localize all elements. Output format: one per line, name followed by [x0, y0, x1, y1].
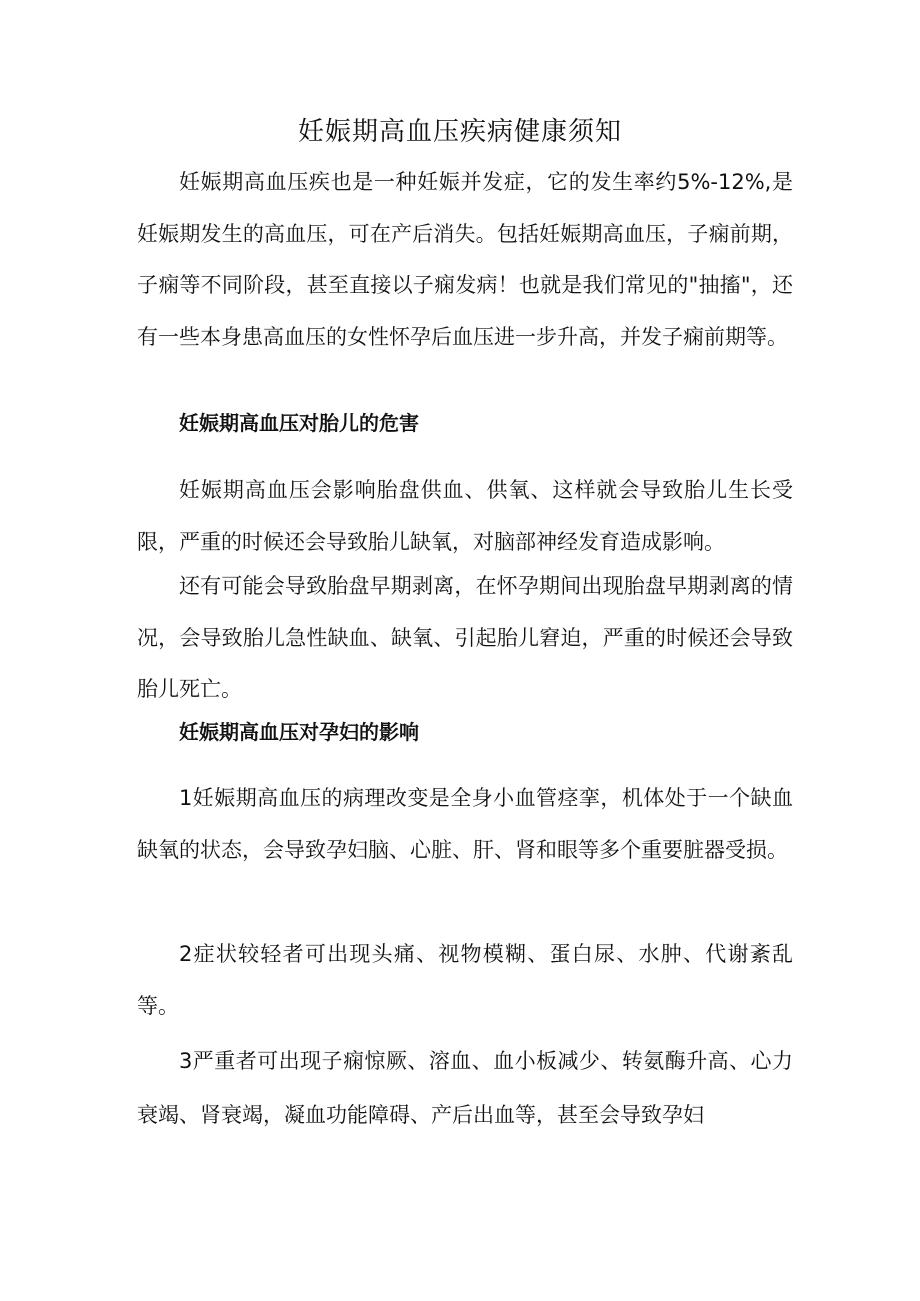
document-title: 妊娠期高血压疾病健康须知: [297, 117, 622, 147]
section-heading-fetus: 妊娠期高血压对胎儿的危害: [179, 411, 419, 435]
fetus-paragraph-1: 妊娠期高血压会影响胎盘供血、供氧、这样就会导致胎儿生长受限，严重的时候还会导致胎儿缺氧，对脑部神经发育造成影响。: [137, 478, 793, 554]
section-heading-mother: 妊娠期高血压对孕妇的影响: [179, 720, 419, 744]
mother-item-1: 1妊娠期高血压的病理改变是全身小血管痉挛，机体处于一个缺血缺氧的状态，会导致孕妇脑、心脏、肝、肾和眼等多个重要脏器受损。: [137, 786, 793, 862]
mother-item-3: 3严重者可出现子痫惊厥、溶血、血小板减少、转氨酶升高、心力衰竭、肾衰竭，凝血功能障碍、产后出血等，甚至会导致孕妇: [137, 1049, 793, 1127]
fetus-paragraph-2: 还有可能会导致胎盘早期剥离，在怀孕期间出现胎盘早期剥离的情况，会导致胎儿急性缺血、缺氧、引起胎儿窘迫，严重的时候还会导致胎儿死亡。: [137, 574, 793, 701]
mother-item-2: 2症状较轻者可出现头痛、视物模糊、蛋白尿、水肿、代谢紊乱等。: [137, 942, 793, 1018]
intro-paragraph: 妊娠期高血压疾也是一种妊娠并发症，它的发生率约5%-12%,是妊娠期发生的高血压，可在产后消失。包括妊娠期高血压，子痫前期，子痫等不同阶段，甚至直接以子痫发病！也就是我们常见的"抽搐"，还有一些本身患高血压的女性怀孕后血压进一步升高，并发子痫前期等。: [137, 170, 793, 349]
